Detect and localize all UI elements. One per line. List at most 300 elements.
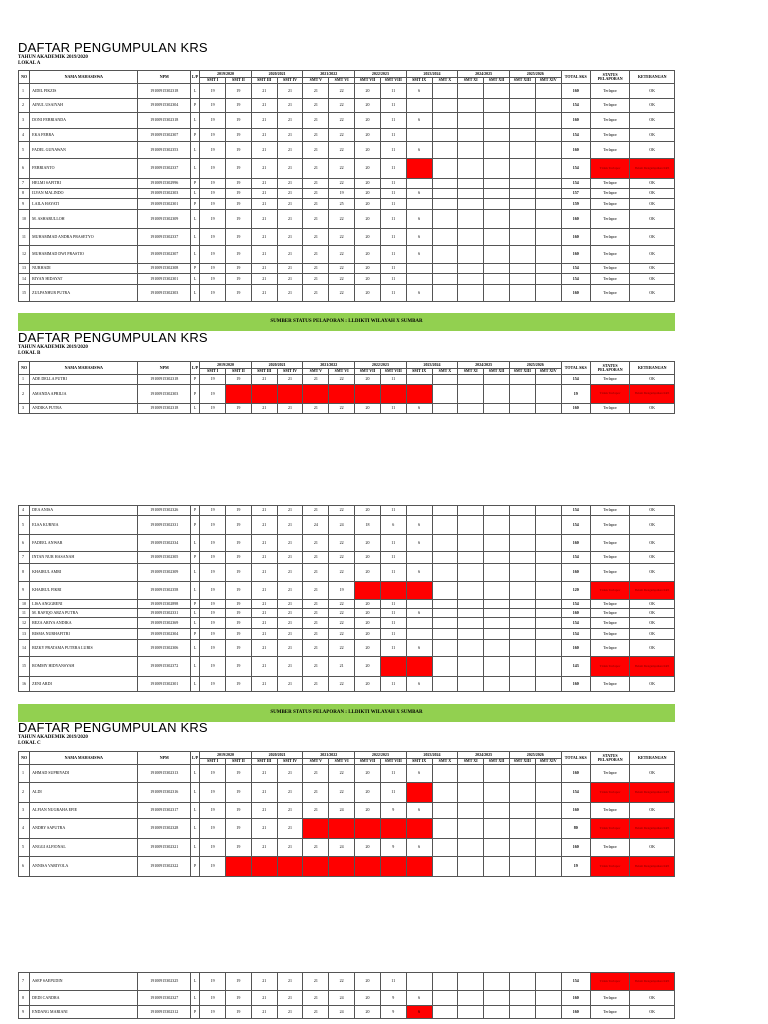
- sks-cell: [458, 189, 484, 199]
- sks-cell: 19: [200, 803, 226, 819]
- header-semester: SMT III: [251, 78, 277, 84]
- total-sks: 160: [561, 142, 590, 159]
- header-year: 2023/2024: [406, 752, 458, 759]
- keterangan: OK: [630, 142, 675, 159]
- sks-cell: 20: [355, 629, 381, 640]
- student-name: HELMI SAFITRI: [30, 179, 138, 189]
- sks-cell: [458, 857, 484, 877]
- total-sks: 154: [561, 159, 590, 179]
- row-no: 4: [19, 819, 30, 839]
- student-name: ALDI: [30, 783, 138, 803]
- sks-cell: [484, 159, 510, 179]
- sks-cell: [509, 385, 535, 404]
- sks-cell: 19: [329, 189, 355, 199]
- keterangan: Belum Mengumpulkan KRS: [630, 385, 675, 404]
- table-row: [19, 375, 675, 385]
- sks-cell: 21: [277, 246, 303, 264]
- sks-cell: [484, 210, 510, 229]
- sks-cell: [535, 506, 561, 516]
- header-semester: SMT V: [303, 759, 329, 765]
- total-sks: 154: [561, 973, 590, 991]
- student-name: REZA ARIYA ANDIKA: [30, 618, 138, 629]
- student-gender: L: [191, 210, 200, 229]
- keterangan: OK: [630, 765, 675, 783]
- sks-cell: 22: [329, 274, 355, 285]
- sks-cell: [406, 159, 432, 179]
- table-row: [19, 229, 675, 246]
- sks-cell: 9: [380, 839, 406, 857]
- sks-cell: 6: [406, 113, 432, 129]
- student-npm: 19100915302317: [138, 803, 191, 819]
- student-npm: 19100915302313: [138, 765, 191, 783]
- table-row: [19, 640, 675, 657]
- student-gender: L: [191, 274, 200, 285]
- sks-cell: 21: [277, 142, 303, 159]
- row-no: 9: [19, 199, 30, 210]
- student-npm: 19100915302308: [138, 264, 191, 274]
- sks-cell: [535, 199, 561, 210]
- table-row: [19, 991, 675, 1006]
- sks-cell: [484, 600, 510, 609]
- header-year: 2024/2025: [458, 752, 510, 759]
- student-gender: L: [191, 246, 200, 264]
- sks-cell: [458, 404, 484, 414]
- sks-cell: 21: [251, 210, 277, 229]
- status-pelaporan: Terlapor: [590, 1006, 629, 1019]
- sks-cell: [432, 210, 458, 229]
- header-semester: SMT XIV: [535, 369, 561, 375]
- sks-cell: [458, 159, 484, 179]
- status-pelaporan: Tidak Terlapor: [590, 783, 629, 803]
- sks-cell: 20: [355, 564, 381, 582]
- sks-cell: 21: [251, 142, 277, 159]
- student-npm: 19100915302358: [138, 582, 191, 600]
- sks-cell: [484, 973, 510, 991]
- header-no: NO: [19, 362, 30, 375]
- status-pelaporan: Terlapor: [590, 285, 629, 302]
- sks-cell: 21: [277, 765, 303, 783]
- status-pelaporan: Terlapor: [590, 618, 629, 629]
- sks-cell: 19: [200, 819, 226, 839]
- sks-cell: 21: [303, 375, 329, 385]
- row-no: 14: [19, 274, 30, 285]
- sks-cell: 22: [329, 246, 355, 264]
- sks-cell: 11: [380, 629, 406, 640]
- sks-cell: 20: [355, 803, 381, 819]
- sks-cell: 19: [200, 535, 226, 552]
- page-title: DAFTAR PENGUMPULAN KRS: [18, 720, 208, 735]
- header-semester: SMT III: [251, 369, 277, 375]
- header-keterangan: KETERANGAN: [630, 362, 675, 375]
- sks-cell: 21: [251, 506, 277, 516]
- sks-cell: [509, 84, 535, 99]
- sks-cell: 21: [277, 375, 303, 385]
- sks-cell: 21: [251, 819, 277, 839]
- sks-cell: 21: [251, 783, 277, 803]
- table-row: [19, 113, 675, 129]
- sks-cell: [432, 629, 458, 640]
- sks-cell: 19: [226, 783, 252, 803]
- total-sks: 120: [561, 582, 590, 600]
- keterangan: Belum Mengumpulkan KRS: [630, 657, 675, 677]
- sks-cell: [509, 229, 535, 246]
- sks-cell: [535, 210, 561, 229]
- sks-cell: 11: [380, 600, 406, 609]
- header-npm: NPM: [138, 752, 191, 765]
- status-pelaporan: Tidak Terlapor: [590, 385, 629, 404]
- sks-cell: 20: [355, 1006, 381, 1019]
- sks-cell: [484, 99, 510, 113]
- sks-cell: [535, 159, 561, 179]
- sks-cell: 22: [329, 375, 355, 385]
- sks-cell: 19: [200, 677, 226, 692]
- sks-cell: 11: [380, 285, 406, 302]
- sks-cell: [406, 819, 432, 839]
- sks-cell: 21: [277, 819, 303, 839]
- student-name: ALFIAN NUGRAHA EFIE: [30, 803, 138, 819]
- keterangan: OK: [630, 609, 675, 618]
- sks-cell: [432, 783, 458, 803]
- sks-cell: [432, 274, 458, 285]
- sks-cell: 22: [329, 179, 355, 189]
- row-no: 1: [19, 375, 30, 385]
- sks-cell: [535, 765, 561, 783]
- sks-cell: [406, 179, 432, 189]
- total-sks: 154: [561, 179, 590, 189]
- sks-cell: [303, 819, 329, 839]
- sks-cell: [458, 991, 484, 1006]
- sks-cell: 19: [200, 385, 226, 404]
- sks-cell: [535, 609, 561, 618]
- sks-cell: [355, 819, 381, 839]
- sks-cell: [535, 857, 561, 877]
- sks-cell: [484, 113, 510, 129]
- student-gender: L: [191, 285, 200, 302]
- page-title: DAFTAR PENGUMPULAN KRS: [18, 40, 208, 55]
- sks-cell: 21: [329, 657, 355, 677]
- header-year: 2019/2020: [200, 752, 252, 759]
- sks-cell: 21: [251, 99, 277, 113]
- sks-cell: 21: [303, 803, 329, 819]
- header-year: 2019/2020: [200, 71, 252, 78]
- sks-cell: [535, 129, 561, 142]
- sks-cell: [509, 600, 535, 609]
- sks-cell: 6: [406, 210, 432, 229]
- sks-cell: [380, 657, 406, 677]
- student-name: DONI FEBRIANDA: [30, 113, 138, 129]
- row-no: 7: [19, 179, 30, 189]
- sks-cell: [458, 552, 484, 564]
- sks-cell: 19: [226, 210, 252, 229]
- sks-cell: [458, 113, 484, 129]
- total-sks: 143: [561, 657, 590, 677]
- keterangan: OK: [630, 516, 675, 535]
- student-gender: P: [191, 857, 200, 877]
- student-npm: 19100915302331: [138, 609, 191, 618]
- keterangan: Belum Mengumpulkan KRS: [630, 582, 675, 600]
- sks-cell: 21: [277, 274, 303, 285]
- sks-cell: 21: [303, 564, 329, 582]
- sks-cell: 21: [251, 84, 277, 99]
- header-year: 2025/2026: [509, 362, 561, 369]
- header-semester: SMT XI: [458, 759, 484, 765]
- sks-cell: 20: [355, 210, 381, 229]
- sks-cell: [432, 600, 458, 609]
- sks-cell: 19: [226, 618, 252, 629]
- student-gender: P: [191, 600, 200, 609]
- sks-cell: 19: [226, 640, 252, 657]
- table-row: [19, 803, 675, 819]
- sks-cell: 21: [251, 159, 277, 179]
- student-name: ANGGI ALFIONAL: [30, 839, 138, 857]
- sks-cell: [458, 274, 484, 285]
- table-row: [19, 506, 675, 516]
- student-npm: 19100915302312: [138, 1006, 191, 1019]
- status-pelaporan: Terlapor: [590, 246, 629, 264]
- status-pelaporan: Tidak Terlapor: [590, 657, 629, 677]
- sks-cell: [509, 159, 535, 179]
- sks-cell: [509, 803, 535, 819]
- sks-cell: [535, 246, 561, 264]
- keterangan: OK: [630, 210, 675, 229]
- student-name: RISMA NURHAFITRI: [30, 629, 138, 640]
- sks-cell: 11: [380, 404, 406, 414]
- sks-cell: 22: [329, 535, 355, 552]
- header-semester: SMT IV: [277, 759, 303, 765]
- sks-cell: 22: [329, 159, 355, 179]
- row-no: 3: [19, 113, 30, 129]
- sks-cell: 21: [277, 84, 303, 99]
- sks-cell: [535, 113, 561, 129]
- total-sks: 160: [561, 609, 590, 618]
- header-semester: SMT XII: [484, 78, 510, 84]
- student-name: M. RAFIQO ARZA PUTRA: [30, 609, 138, 618]
- krs-section-b-cont: [18, 505, 675, 725]
- sks-cell: [380, 857, 406, 877]
- sks-cell: 20: [355, 179, 381, 189]
- sks-cell: 20: [355, 535, 381, 552]
- student-gender: P: [191, 385, 200, 404]
- sks-cell: 21: [277, 640, 303, 657]
- sks-cell: [484, 819, 510, 839]
- status-pelaporan: Tidak Terlapor: [590, 582, 629, 600]
- sks-cell: [509, 179, 535, 189]
- sks-cell: [432, 640, 458, 657]
- sks-cell: 11: [380, 375, 406, 385]
- sks-cell: 19: [226, 506, 252, 516]
- student-gender: L: [191, 113, 200, 129]
- sks-cell: 19: [200, 657, 226, 677]
- total-sks: 160: [561, 404, 590, 414]
- sks-cell: 21: [303, 765, 329, 783]
- status-pelaporan: Terlapor: [590, 506, 629, 516]
- header-npm: NPM: [138, 71, 191, 84]
- sks-cell: 21: [251, 618, 277, 629]
- sks-cell: 24: [329, 1006, 355, 1019]
- table-row: [19, 1006, 675, 1019]
- sks-cell: [458, 609, 484, 618]
- student-npm: 19100915302309: [138, 564, 191, 582]
- sks-cell: 21: [303, 1006, 329, 1019]
- header-status: STATUS PELAPORAN: [590, 71, 629, 84]
- sks-cell: [484, 189, 510, 199]
- sks-cell: 20: [355, 640, 381, 657]
- status-pelaporan: Terlapor: [590, 991, 629, 1006]
- sks-cell: [329, 857, 355, 877]
- keterangan: OK: [630, 274, 675, 285]
- sks-cell: 11: [380, 189, 406, 199]
- header-year: 2019/2020: [200, 362, 252, 369]
- student-gender: L: [191, 783, 200, 803]
- header-keterangan: KETERANGAN: [630, 71, 675, 84]
- table-row: [19, 657, 675, 677]
- sks-cell: [484, 564, 510, 582]
- table-row: [19, 765, 675, 783]
- student-npm: 19100915302372: [138, 657, 191, 677]
- sks-cell: 21: [303, 113, 329, 129]
- status-pelaporan: Terlapor: [590, 142, 629, 159]
- sks-cell: [509, 199, 535, 210]
- table-row: [19, 199, 675, 210]
- header-npm: NPM: [138, 362, 191, 375]
- sks-cell: [458, 210, 484, 229]
- sks-cell: [509, 210, 535, 229]
- sks-cell: [432, 991, 458, 1006]
- sks-cell: 21: [251, 535, 277, 552]
- sks-cell: [458, 582, 484, 600]
- keterangan: OK: [630, 285, 675, 302]
- sks-cell: [380, 819, 406, 839]
- header-semester: SMT I: [200, 78, 226, 84]
- header-total-sks: TOTAL SKS: [561, 71, 590, 84]
- header-no: NO: [19, 752, 30, 765]
- row-no: 7: [19, 552, 30, 564]
- status-pelaporan: Terlapor: [590, 199, 629, 210]
- sks-cell: [535, 285, 561, 302]
- sks-cell: [355, 857, 381, 877]
- row-no: 10: [19, 600, 30, 609]
- sks-cell: 19: [226, 285, 252, 302]
- status-pelaporan: Terlapor: [590, 99, 629, 113]
- sks-cell: 21: [251, 264, 277, 274]
- sks-cell: 22: [329, 629, 355, 640]
- status-pelaporan: Terlapor: [590, 803, 629, 819]
- sks-cell: [484, 129, 510, 142]
- header-total-sks: TOTAL SKS: [561, 752, 590, 765]
- sks-cell: 21: [251, 582, 277, 600]
- row-no: 8: [19, 991, 30, 1006]
- sks-cell: [484, 640, 510, 657]
- sks-cell: [484, 199, 510, 210]
- student-name: KHAIRUL FIKRI: [30, 582, 138, 600]
- sks-cell: 22: [329, 564, 355, 582]
- sks-cell: [432, 582, 458, 600]
- sks-cell: 21: [251, 657, 277, 677]
- student-gender: P: [191, 199, 200, 210]
- table-row: [19, 159, 675, 179]
- sks-cell: 21: [251, 404, 277, 414]
- sks-cell: 6: [406, 803, 432, 819]
- status-pelaporan: Terlapor: [590, 609, 629, 618]
- sks-cell: 11: [380, 159, 406, 179]
- sks-cell: 22: [329, 404, 355, 414]
- header-year: 2023/2024: [406, 362, 458, 369]
- status-pelaporan: Terlapor: [590, 129, 629, 142]
- student-gender: P: [191, 552, 200, 564]
- header-semester: SMT I: [200, 759, 226, 765]
- header-semester: SMT XI: [458, 369, 484, 375]
- sks-cell: [509, 274, 535, 285]
- total-sks: 154: [561, 506, 590, 516]
- sks-cell: 21: [277, 1006, 303, 1019]
- student-gender: L: [191, 765, 200, 783]
- total-sks: 160: [561, 113, 590, 129]
- sks-cell: 19: [200, 973, 226, 991]
- sks-cell: [484, 1006, 510, 1019]
- table-row: [19, 618, 675, 629]
- header-semester: SMT II: [226, 369, 252, 375]
- header-semester: SMT VIII: [380, 369, 406, 375]
- student-gender: L: [191, 189, 200, 199]
- student-npm: 19100915302301: [138, 274, 191, 285]
- sks-cell: 19: [226, 552, 252, 564]
- sks-cell: 11: [380, 535, 406, 552]
- sks-cell: 11: [380, 199, 406, 210]
- student-npm: 19100915302304: [138, 629, 191, 640]
- sks-cell: [458, 179, 484, 189]
- sks-cell: 25: [329, 199, 355, 210]
- student-name: RIYAN HIDAYAT: [30, 274, 138, 285]
- status-pelaporan: Terlapor: [590, 179, 629, 189]
- sks-cell: 21: [303, 264, 329, 274]
- sks-cell: 19: [200, 375, 226, 385]
- sks-cell: 19: [200, 84, 226, 99]
- sks-cell: 24: [329, 803, 355, 819]
- sks-cell: [432, 113, 458, 129]
- sks-cell: [509, 404, 535, 414]
- sks-cell: 21: [251, 552, 277, 564]
- sks-cell: 20: [355, 375, 381, 385]
- keterangan: OK: [630, 535, 675, 552]
- table-row: [19, 600, 675, 609]
- status-pelaporan: Terlapor: [590, 229, 629, 246]
- sks-cell: 21: [277, 618, 303, 629]
- row-no: 15: [19, 285, 30, 302]
- keterangan: OK: [630, 552, 675, 564]
- student-name: M. ASHARULLOH: [30, 210, 138, 229]
- sks-cell: 21: [303, 229, 329, 246]
- source-note: SUMBER STATUS PELAPORAN : LLDIKTI WILAYAH X SUMBAR: [18, 313, 675, 331]
- sks-cell: [535, 404, 561, 414]
- student-name: MUHAMMAD DWI PRASTIO: [30, 246, 138, 264]
- header-semester: SMT VII: [355, 759, 381, 765]
- sks-cell: [251, 385, 277, 404]
- sks-cell: 19: [226, 404, 252, 414]
- sks-cell: 21: [251, 564, 277, 582]
- sks-cell: 19: [200, 783, 226, 803]
- sks-cell: 21: [277, 189, 303, 199]
- student-name: DEA ANISA: [30, 506, 138, 516]
- sks-cell: [458, 839, 484, 857]
- student-gender: L: [191, 404, 200, 414]
- student-gender: P: [191, 179, 200, 189]
- sks-cell: [535, 385, 561, 404]
- total-sks: 157: [561, 189, 590, 199]
- sks-cell: 19: [200, 274, 226, 285]
- sks-cell: 20: [355, 677, 381, 692]
- student-name: RIZKY PRATAMA PUTERA LUBIS: [30, 640, 138, 657]
- status-pelaporan: Terlapor: [590, 113, 629, 129]
